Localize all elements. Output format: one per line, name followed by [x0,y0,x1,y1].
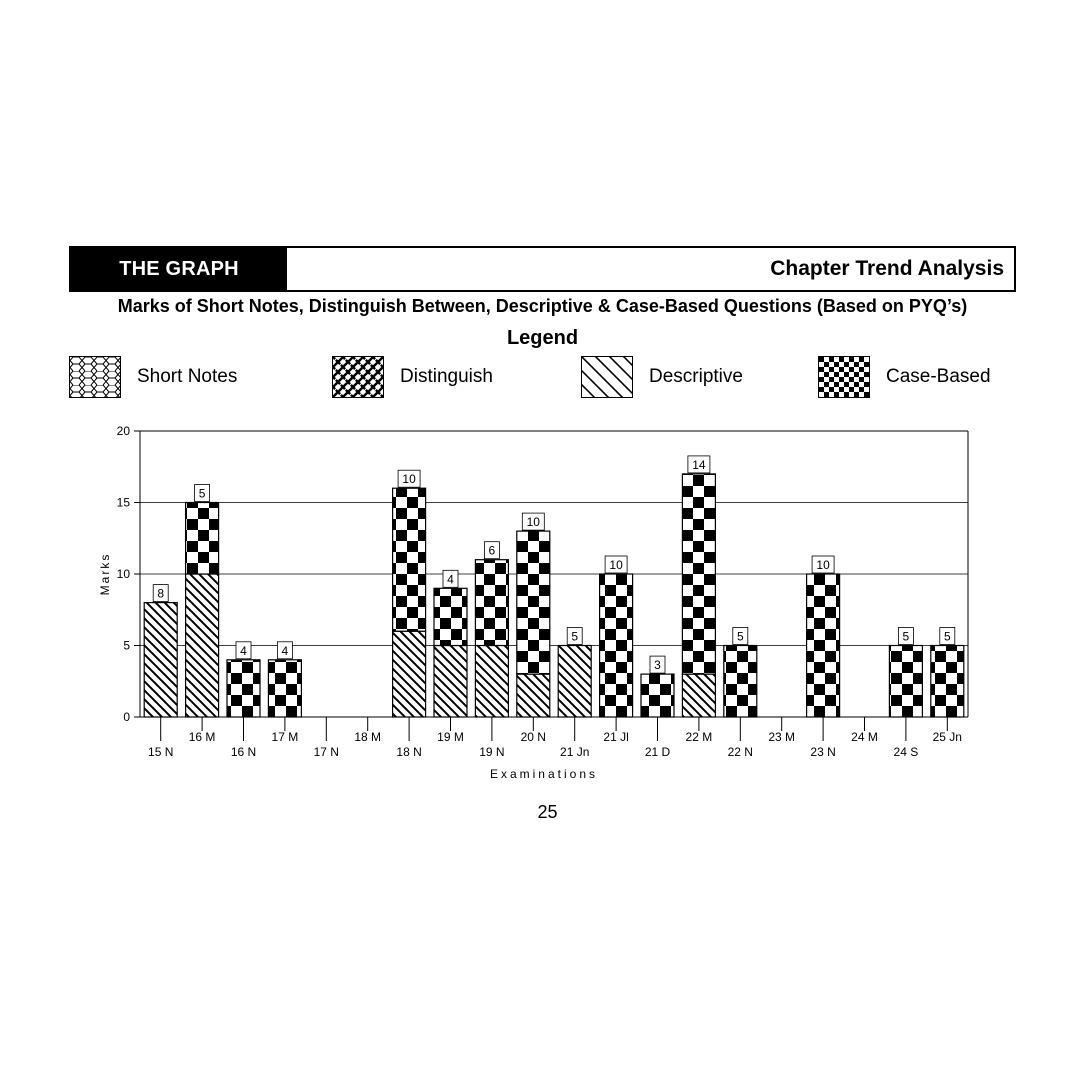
x-tick-label: 18 N [396,745,422,759]
bar-checker [434,588,467,645]
x-tick-label: 16 M [188,730,216,744]
bar-diagonal [517,674,550,717]
bar-diagonal [144,603,177,717]
data-label: 5 [198,486,206,501]
x-tick-label: 23 M [768,730,796,744]
data-label: 5 [943,629,951,644]
data-label: 5 [902,629,910,644]
x-tick-label: 19 M [437,730,464,744]
data-label: 8 [157,586,165,601]
bar-diagonal [558,646,591,718]
bar-checker [641,674,674,717]
legend-label: Descriptive [649,366,743,387]
bar-checker [724,646,757,718]
data-label: 14 [692,457,706,472]
x-tick-label: 21 Jn [560,745,590,759]
x-tick-label: 21 D [644,745,671,759]
x-tick-label: 19 N [479,745,505,759]
data-label: 4 [240,643,247,658]
data-label: 10 [402,472,416,487]
data-label: 3 [654,658,661,673]
section-title: Chapter Trend Analysis [770,257,1004,280]
legend-title: Legend [506,327,579,349]
chart-subtitle: Marks of Short Notes, Distinguish Between, Descriptive & Case-Based Questions (Based on PYQ’s) [117,296,968,316]
x-tick-label: 21 Jl [603,730,629,744]
y-tick-label: 10 [116,567,130,581]
bar-checker [807,574,840,717]
section-header [69,246,1016,292]
legend-label: Short Notes [137,366,238,387]
bar-diagonal [682,674,715,717]
legend-item-case-based [818,355,991,399]
section-tag: THE GRAPH [71,248,287,290]
x-tick-label: 22 N [727,745,753,759]
legend-item-distinguish [332,355,493,399]
data-label: 4 [281,643,289,658]
x-tick-label: 24 S [893,745,919,759]
y-tick-label: 15 [116,495,130,510]
legend-label: Distinguish [400,366,493,387]
x-tick-label: 20 N [520,730,546,744]
x-tick-label: 18 M [354,730,382,744]
descriptive-swatch [581,356,633,398]
distinguish-swatch [332,356,384,398]
y-tick-label: 5 [123,638,130,653]
data-label: 10 [526,515,540,530]
legend-label: Case-Based [886,366,991,387]
data-label: 5 [571,629,579,644]
y-axis-label: Marks [98,552,112,596]
x-tick-label: 17 N [313,745,339,759]
bar-checker [186,503,219,575]
bar-checker [475,560,508,646]
x-tick-label: 25 Jn [932,730,962,744]
short-notes-swatch [69,356,121,398]
bar-checker [393,488,426,631]
bar-checker [600,574,633,717]
bar-diagonal [393,631,426,717]
data-label: 4 [447,572,454,587]
data-label: 6 [488,543,496,558]
data-label: 10 [609,558,623,572]
x-axis-label: Examinations [489,767,599,781]
bar-checker [227,660,260,717]
x-tick-label: 24 M [851,730,878,744]
legend-item-descriptive [581,355,743,399]
x-tick-label: 15 N [148,745,174,759]
y-tick-label: 20 [116,424,130,438]
bar-checker [682,474,715,674]
x-tick-label: 22 M [685,730,713,744]
data-label: 5 [736,629,744,644]
legend-item-short-notes [69,355,237,399]
bar-diagonal [475,646,508,718]
bar-checker [931,646,964,718]
x-tick-label: 17 M [271,730,299,744]
bar-checker [268,660,301,717]
bar-checker [517,531,550,674]
x-tick-label: 16 N [230,745,257,759]
case-based-swatch [818,356,870,398]
bar-checker [889,646,922,718]
x-tick-label: 23 N [810,745,836,759]
bar-diagonal [186,574,219,717]
data-label: 10 [816,558,830,572]
stacked-bar-chart [0,420,1080,790]
page-number: 25 [537,802,558,822]
bar-diagonal [434,646,467,718]
y-tick-label: 0 [123,710,130,724]
